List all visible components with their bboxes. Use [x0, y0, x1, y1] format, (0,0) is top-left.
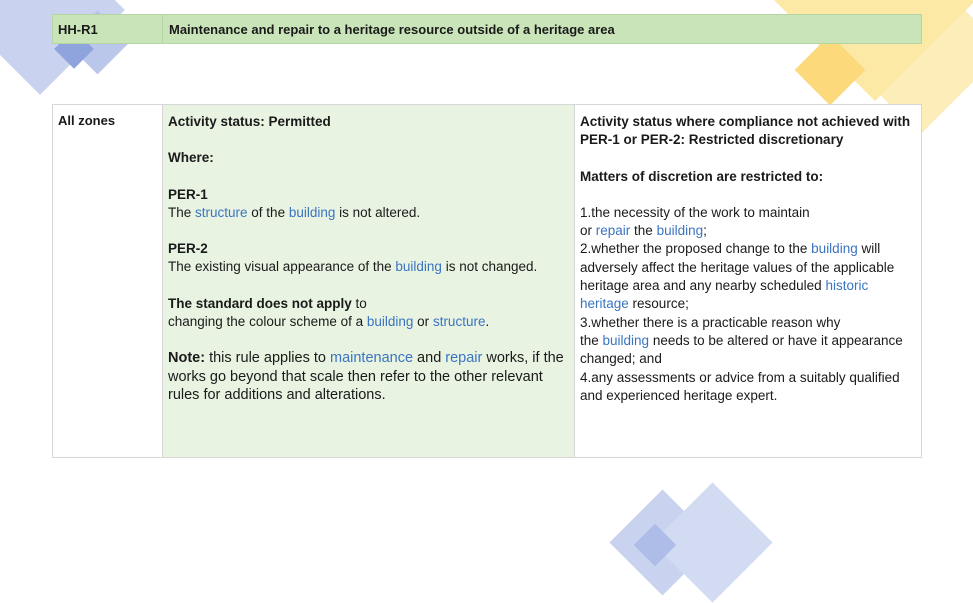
- rule-table: [52, 104, 922, 458]
- building-link[interactable]: building: [811, 241, 858, 257]
- zone-label: All zones: [58, 113, 116, 128]
- rule-header-band: [52, 14, 922, 44]
- per1-text: The structure of the building is not altered.: [168, 204, 421, 220]
- building-link[interactable]: building: [395, 259, 442, 275]
- per1-label: PER-1: [168, 186, 208, 202]
- historic-heritage-link[interactable]: historic heritage: [580, 278, 869, 312]
- restricted-status: Activity status where compliance not achieved with PER-1 or PER-2: Restricted discretionary: [580, 114, 911, 148]
- structure-link[interactable]: structure: [195, 204, 248, 220]
- matters-heading: Matters of discretion are restricted to:: [580, 168, 824, 184]
- building-link[interactable]: building: [288, 204, 336, 220]
- note-text: Note: this rule applies to maintenance and repair works, if the works go beyond that scale then refer to the other relevant rules for additions and alterations.: [168, 350, 564, 404]
- restricted-cell: [575, 105, 921, 457]
- matter-item-3: 3.whether there is a practicable reason why the building needs to be altered or have it appearance changed; and: [580, 314, 903, 367]
- rule-title: Maintenance and repair to a heritage resource outside of a heritage area: [169, 21, 615, 37]
- building-link[interactable]: building: [656, 223, 704, 239]
- zone-cell: [53, 105, 163, 457]
- matter-item-2: 2.whether the proposed change to the building will adversely affect the heritage values of the applicable heritage area and any nearby scheduled historic heritage resource;: [580, 241, 895, 312]
- matter-item-1: 1.the necessity of the work to maintain or repair the building;: [580, 204, 810, 239]
- rule-code: HH-R1: [53, 15, 163, 43]
- permitted-cell: [163, 105, 575, 457]
- matter-item-4: 4.any assessments or advice from a suitably qualified and experienced heritage expert.: [580, 369, 900, 403]
- permitted-status: Activity status: Permitted: [168, 114, 331, 129]
- repair-link[interactable]: repair: [445, 350, 483, 367]
- structure-link[interactable]: structure: [432, 314, 486, 330]
- standard-exception: The standard does not apply to: [168, 295, 367, 311]
- repair-link[interactable]: repair: [595, 223, 631, 239]
- building-link[interactable]: building: [602, 332, 650, 348]
- per2-label: PER-2: [168, 241, 208, 257]
- standard-exception-detail: changing the colour scheme of a building or structure.: [168, 314, 490, 330]
- per2-text: The existing visual appearance of the building is not changed.: [168, 259, 538, 275]
- where-heading: Where:: [168, 150, 214, 166]
- maintenance-link[interactable]: maintenance: [330, 350, 414, 367]
- building-link[interactable]: building: [366, 314, 414, 330]
